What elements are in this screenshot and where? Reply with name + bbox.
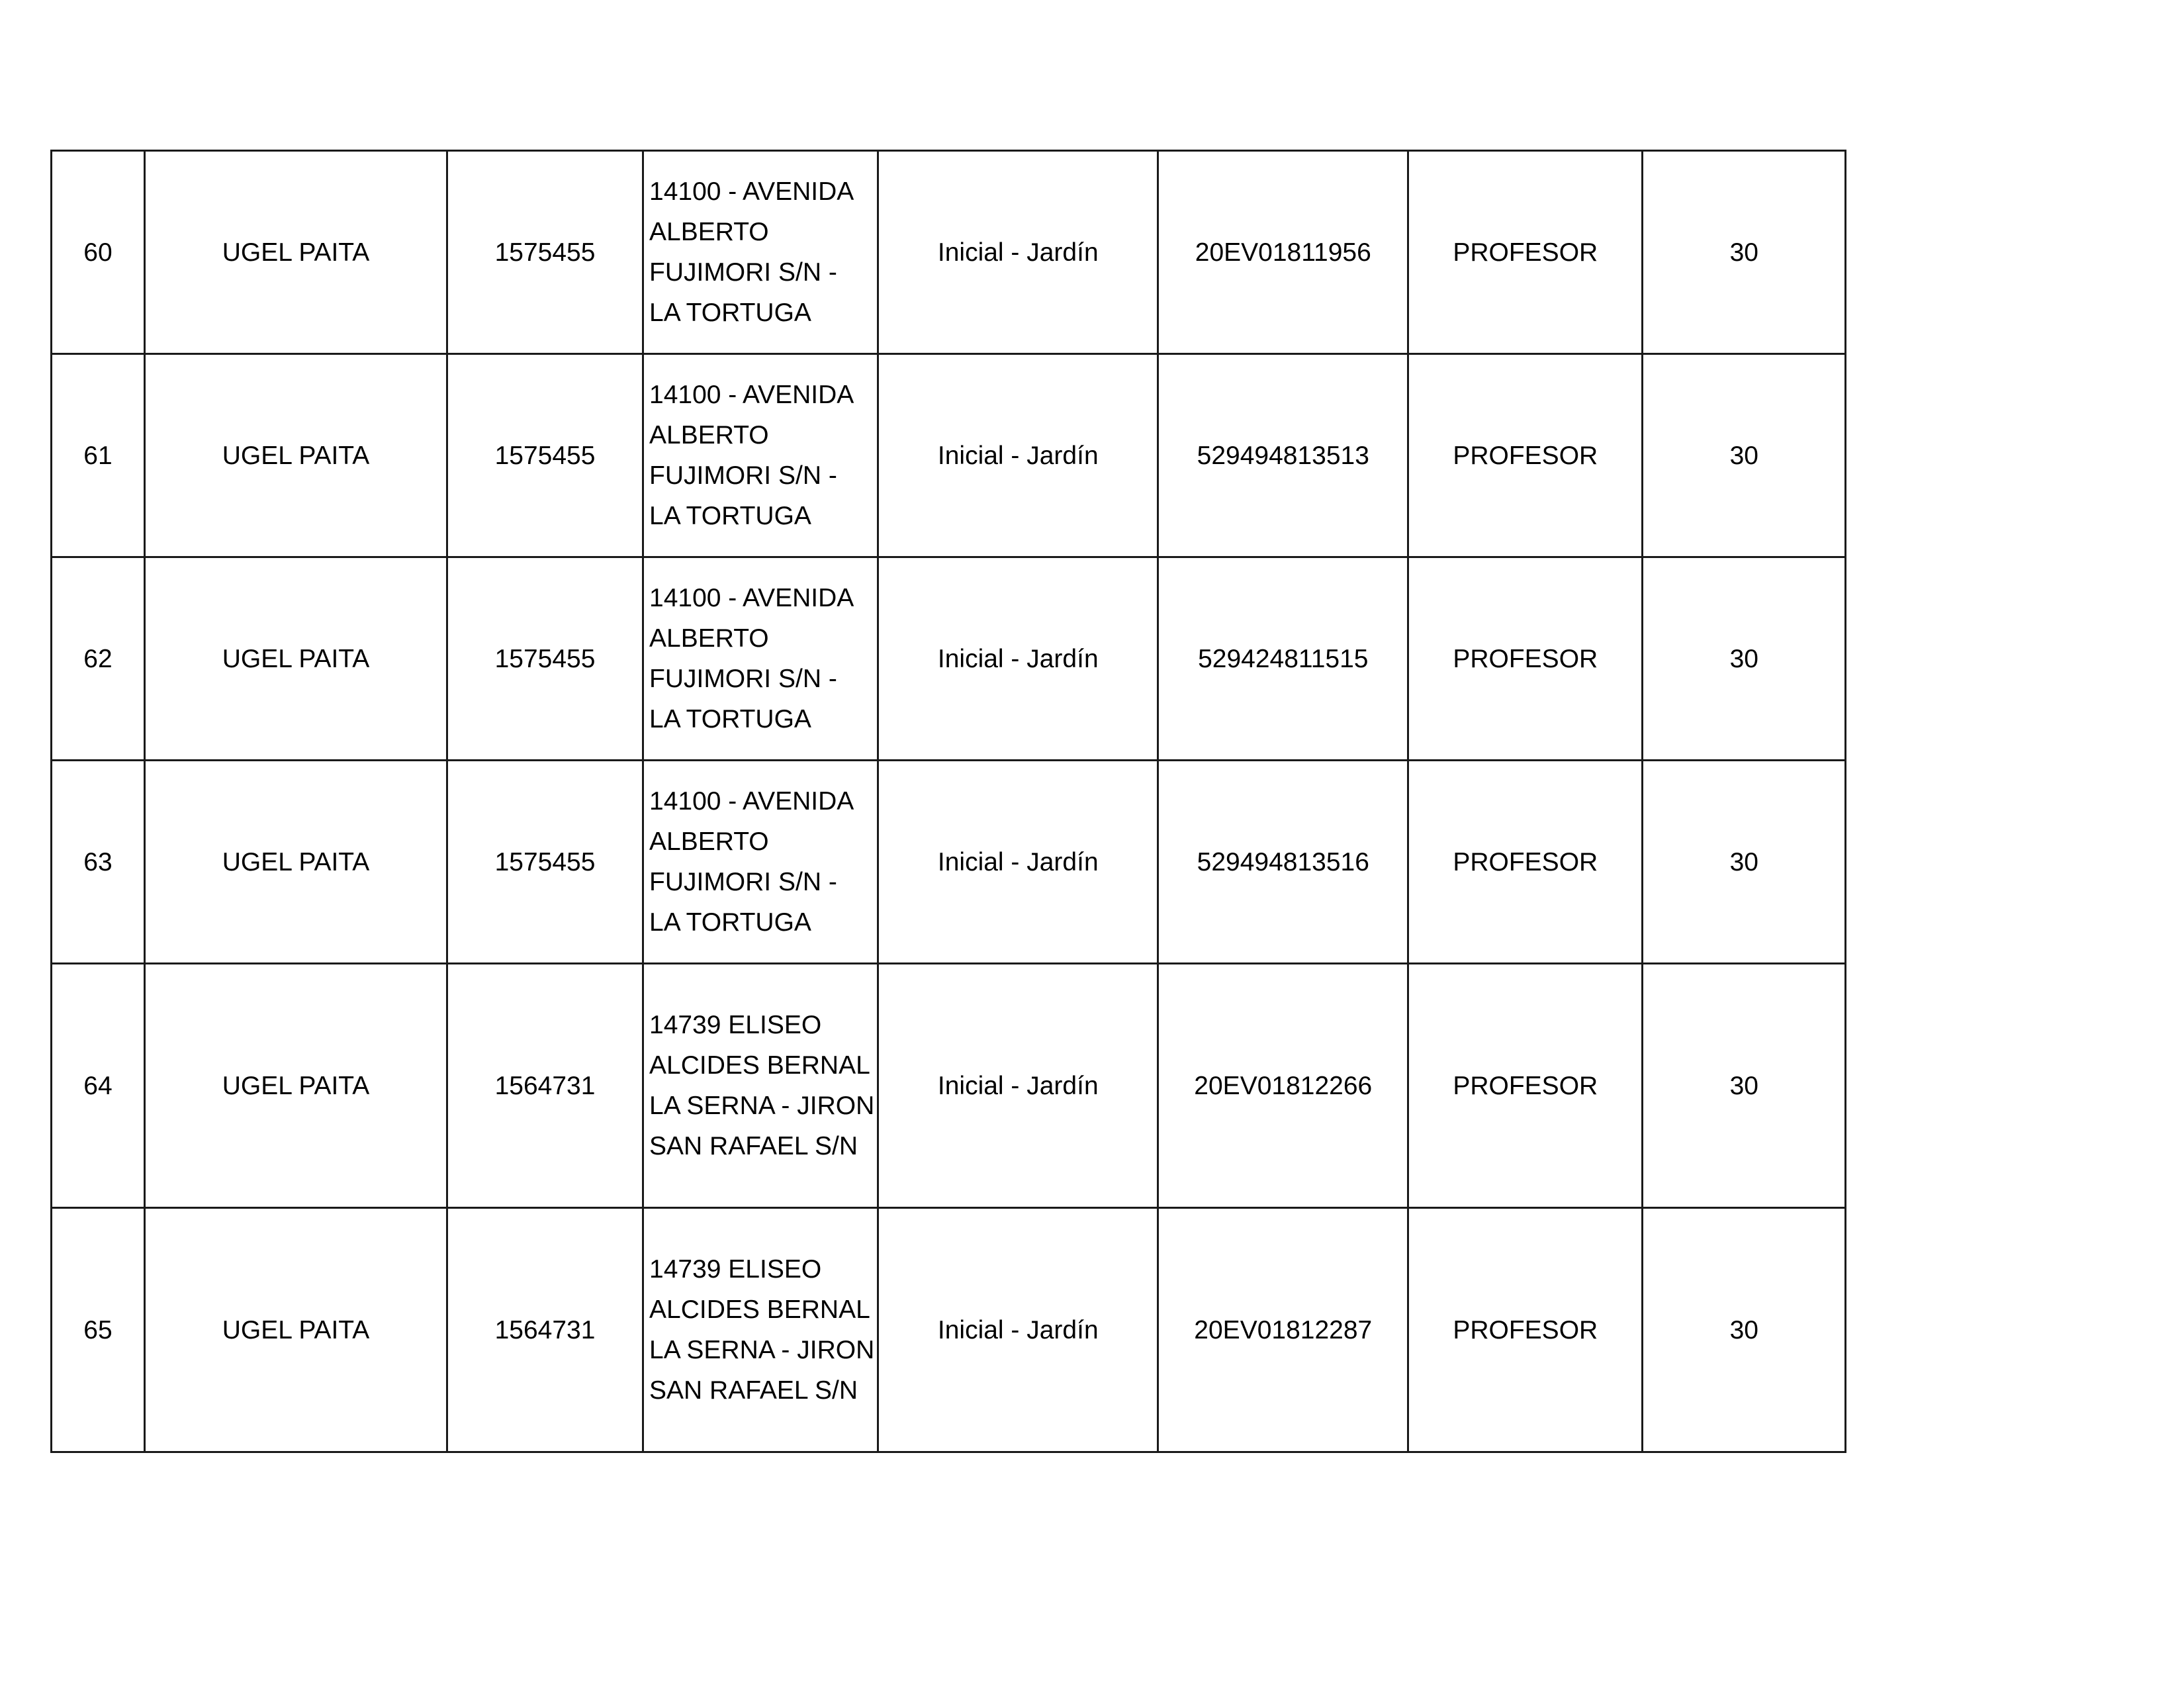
institution-address-cell [643, 151, 878, 354]
institution-address-cell [643, 557, 878, 761]
position-cell: PROFESOR [1408, 964, 1643, 1208]
plaza-code-cell: 20EV01811956 [1158, 151, 1408, 354]
table-body [52, 151, 1846, 1452]
address-line: 14739 ELISEO [649, 1255, 822, 1284]
modular-code-cell: 1575455 [447, 557, 643, 761]
institution-address-cell [643, 964, 878, 1208]
ugel-cell: UGEL PAITA [145, 557, 447, 761]
position-cell: PROFESOR [1408, 354, 1643, 557]
address-line: ALCIDES BERNAL [649, 1051, 870, 1080]
level-cell: Inicial - Jardín [878, 964, 1158, 1208]
address-line: FUJIMORI S/N - [649, 461, 837, 490]
address-line: FUJIMORI S/N - [649, 868, 837, 896]
row-number: 63 [52, 761, 145, 964]
address-line: ALBERTO [649, 218, 769, 246]
address-line: FUJIMORI S/N - [649, 258, 837, 287]
ugel-cell: UGEL PAITA [145, 354, 447, 557]
table-row [52, 761, 1846, 964]
institution-address-cell [643, 761, 878, 964]
plaza-code-cell: 529494813516 [1158, 761, 1408, 964]
table-row [52, 557, 1846, 761]
ugel-cell: UGEL PAITA [145, 1208, 447, 1452]
row-number: 64 [52, 964, 145, 1208]
position-cell: PROFESOR [1408, 151, 1643, 354]
modular-code-cell: 1564731 [447, 964, 643, 1208]
address-line: ALBERTO [649, 421, 769, 449]
address-line: ALCIDES BERNAL [649, 1295, 870, 1324]
ugel-cell: UGEL PAITA [145, 151, 447, 354]
address-line: FUJIMORI S/N - [649, 665, 837, 693]
row-number: 62 [52, 557, 145, 761]
address-line: LA TORTUGA [649, 299, 811, 327]
address-line: 14739 ELISEO [649, 1011, 822, 1039]
plaza-code-cell: 529424811515 [1158, 557, 1408, 761]
hours-cell: 30 [1643, 354, 1846, 557]
institution-address-cell [643, 1208, 878, 1452]
position-cell: PROFESOR [1408, 557, 1643, 761]
modular-code-cell: 1564731 [447, 1208, 643, 1452]
table-row [52, 964, 1846, 1208]
address-line: 14100 - AVENIDA [649, 177, 854, 206]
hours-cell: 30 [1643, 1208, 1846, 1452]
table-row [52, 151, 1846, 354]
modular-code-cell: 1575455 [447, 354, 643, 557]
hours-cell: 30 [1643, 761, 1846, 964]
plaza-code-cell: 529494813513 [1158, 354, 1408, 557]
plaza-code-cell: 20EV01812266 [1158, 964, 1408, 1208]
modular-code-cell: 1575455 [447, 761, 643, 964]
modular-code-cell: 1575455 [447, 151, 643, 354]
level-cell: Inicial - Jardín [878, 151, 1158, 354]
hours-cell: 30 [1643, 151, 1846, 354]
level-cell: Inicial - Jardín [878, 557, 1158, 761]
address-line: LA TORTUGA [649, 502, 811, 530]
address-line: LA TORTUGA [649, 908, 811, 937]
hours-cell: 30 [1643, 557, 1846, 761]
table-row [52, 354, 1846, 557]
address-line: LA TORTUGA [649, 705, 811, 733]
vacancy-table [50, 150, 1846, 1453]
ugel-cell: UGEL PAITA [145, 761, 447, 964]
address-line: LA SERNA - JIRON [649, 1092, 875, 1120]
position-cell: PROFESOR [1408, 761, 1643, 964]
address-line: 14100 - AVENIDA [649, 381, 854, 409]
address-line: SAN RAFAEL S/N [649, 1132, 858, 1160]
address-line: LA SERNA - JIRON [649, 1336, 875, 1364]
address-line: 14100 - AVENIDA [649, 584, 854, 612]
address-line: 14100 - AVENIDA [649, 787, 854, 816]
address-line: ALBERTO [649, 624, 769, 653]
level-cell: Inicial - Jardín [878, 354, 1158, 557]
address-line: ALBERTO [649, 827, 769, 856]
position-cell: PROFESOR [1408, 1208, 1643, 1452]
hours-cell: 30 [1643, 964, 1846, 1208]
row-number: 61 [52, 354, 145, 557]
level-cell: Inicial - Jardín [878, 761, 1158, 964]
institution-address-cell [643, 354, 878, 557]
level-cell: Inicial - Jardín [878, 1208, 1158, 1452]
plaza-code-cell: 20EV01812287 [1158, 1208, 1408, 1452]
row-number: 60 [52, 151, 145, 354]
address-line: SAN RAFAEL S/N [649, 1376, 858, 1405]
row-number: 65 [52, 1208, 145, 1452]
ugel-cell: UGEL PAITA [145, 964, 447, 1208]
table-row [52, 1208, 1846, 1452]
